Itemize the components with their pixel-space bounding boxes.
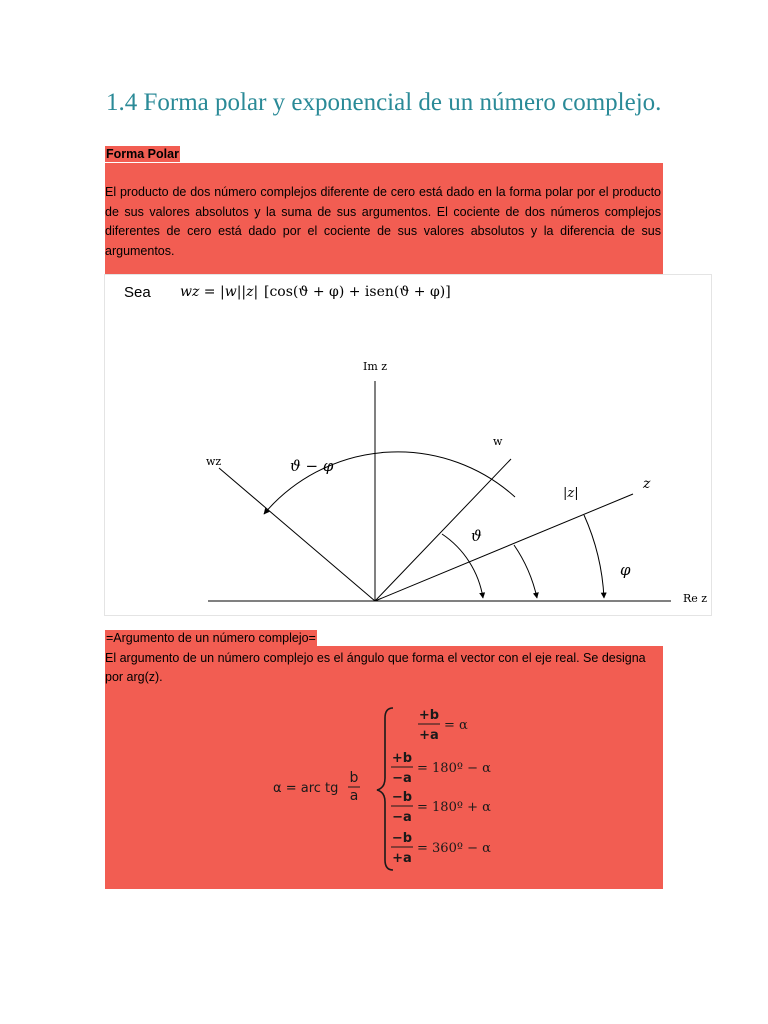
- argument-paragraph: El argumento de un número complejo es el ángulo que forma el vector con el eje real. Se designa por arg(z).: [105, 651, 646, 684]
- product-formula-rhs: [cos(ϑ + φ) + isen(ϑ + φ)]: [264, 284, 451, 300]
- case3-num: −b: [391, 790, 413, 805]
- argument-formula: [105, 700, 663, 885]
- arc-theta-large: [514, 545, 537, 598]
- formula-a: a: [349, 788, 359, 804]
- case2-den: −a: [392, 771, 412, 786]
- label-wz: wz: [206, 455, 222, 468]
- case3-den: −a: [392, 810, 412, 825]
- page-title: 1.4 Forma polar y exponencial de un número complejo.: [106, 89, 662, 116]
- ray-wz: [219, 468, 375, 601]
- label-theta: ϑ: [471, 527, 482, 545]
- label-w: w: [493, 435, 503, 448]
- label-abs-z: |z|: [563, 486, 579, 501]
- case2-num: +b: [391, 751, 413, 766]
- formula-b: b: [349, 770, 359, 786]
- formula-lhs: α = arc tg: [273, 781, 339, 796]
- polar-diagram: [105, 275, 711, 615]
- section-label-forma-polar: Forma Polar: [106, 147, 179, 161]
- label-theta-minus-phi: ϑ − φ: [290, 457, 334, 475]
- polar-paragraph: El producto de dos número complejos diferente de cero está dado en la forma polar por el producto de sus valores absolutos y la suma de sus argumentos. El cociente de dos números complejos diferentes de cero está dado por el cociente de sus valores absolutos y la diferencia de sus argumentos.: [105, 185, 661, 258]
- argument-formula-svg: [105, 700, 663, 880]
- real-axis-label: Re z: [683, 592, 708, 605]
- label-phi: φ: [620, 561, 631, 579]
- case4-num: −b: [391, 831, 413, 846]
- case1-rhs: = α: [444, 718, 468, 733]
- case4-den: +a: [392, 851, 412, 866]
- polar-figure: [105, 275, 711, 615]
- sea-label: Sea: [124, 284, 151, 301]
- label-z: z: [643, 476, 651, 492]
- case1-den: +a: [419, 728, 439, 743]
- case1-num: +b: [418, 708, 440, 723]
- case4-rhs: = 360º − α: [417, 841, 491, 856]
- arc-phi: [584, 515, 604, 598]
- case3-rhs: = 180º + α: [417, 800, 491, 815]
- imaginary-axis-label: Im z: [363, 360, 388, 373]
- ray-z: [375, 494, 633, 601]
- case2-rhs: = 180º − α: [417, 761, 491, 776]
- section-label-argumento: =Argumento de un número complejo=: [106, 631, 316, 645]
- product-formula-lhs: wz = |w||z|: [180, 284, 259, 300]
- ray-w: [375, 459, 511, 601]
- cases-brace: [377, 708, 393, 870]
